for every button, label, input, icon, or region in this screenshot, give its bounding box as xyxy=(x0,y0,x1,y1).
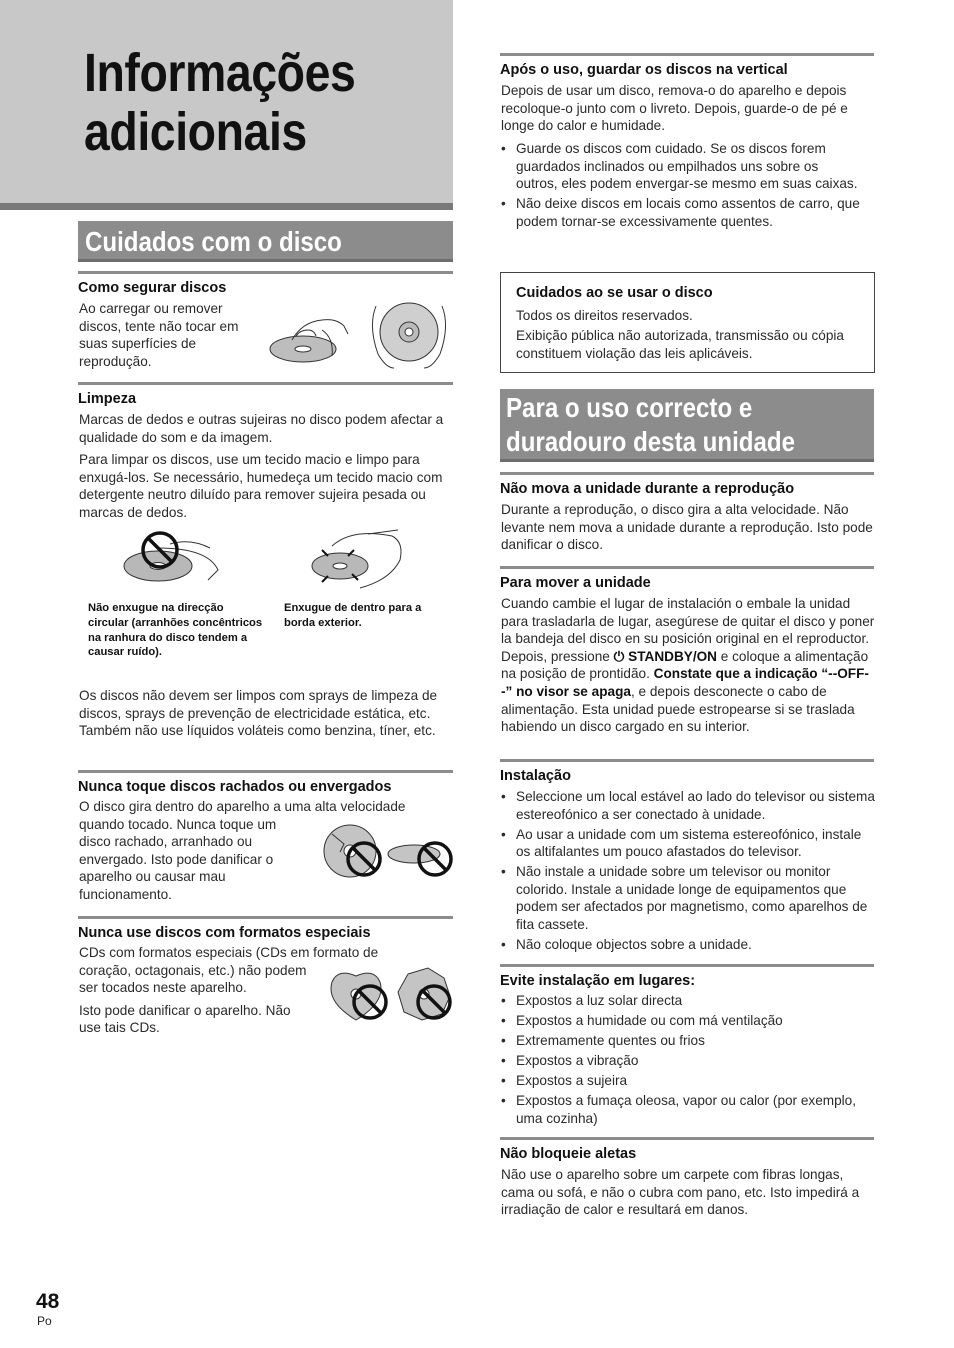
subsection-special-shapes xyxy=(78,916,453,942)
text-line: Isto pode danificar o aparelho. Não xyxy=(79,1002,291,1018)
subsection-heading: Limpeza xyxy=(78,391,137,407)
cracked-disc-illustration xyxy=(322,824,454,882)
list-item: • Não deixe discos em locais como assentos de carro, que podem tornar-se excessivamente quentes. xyxy=(501,195,861,230)
section-header-unit-care xyxy=(500,389,874,462)
moving-text-bold: Constate que a indicação “--OFF--” no visor se apaga xyxy=(501,666,869,699)
subsection-moving xyxy=(500,566,874,592)
holding-text xyxy=(79,300,279,370)
vents-text: Não use o aparelho sobre um carpete com fibras longas, cama ou sofá, e não o cubra com pano, etc. Isto impedirá a irradiação de calor e resultará em danos. xyxy=(501,1167,860,1218)
subsection-heading: Não mova a unidade durante a reprodução xyxy=(500,481,795,497)
notice-heading: Cuidados ao se usar o disco xyxy=(516,285,713,301)
page-title xyxy=(84,44,394,162)
disc-holding-illustration xyxy=(272,300,452,372)
list-item: • Não coloque objectos sobre a unidade. xyxy=(501,936,875,954)
moving-text-part: Cuando cambie el lugar de instalación o embale la unidad para trasladarla de lugar, asegúrese de quitar el disco y poner la bandeja del disco en su posición original en el reproductor. Depois, pressione xyxy=(501,596,875,664)
special-shape-disc-illustration xyxy=(328,966,456,1026)
subsection-heading: Instalação xyxy=(500,768,571,784)
cleaning-paragraph-1: Marcas de dedos e outras sujeiras no disco podem afectar a qualidade do som e da imagem. xyxy=(79,412,444,445)
text-line: coração, octagonais, etc.) não podem xyxy=(79,962,307,978)
section-title: Cuidados com o disco xyxy=(85,226,342,257)
correct-wipe-illustration xyxy=(308,528,418,592)
subsection-heading: Evite instalação em lugares: xyxy=(500,973,696,989)
subsection-holding xyxy=(78,271,453,297)
list-item: • Ao usar a unidade com um sistema estereofónico, instale os altifalantes um pouco afastados do televisor. xyxy=(501,826,875,861)
subsection-heading: Nunca toque discos rachados ou envergados xyxy=(78,779,392,795)
moving-text-part: , e depois desconecte o cabo de alimentação. Esta unidad puede estropearse si se traslada habiendo un disco cargado en su interior. xyxy=(501,683,855,735)
text-line: envergado. Isto pode danificar o xyxy=(79,851,274,867)
caption-wrong-wipe: Não enxugue na direcção circular (arranhões concêntricos na ranhura do disco tendem a causar ruído). xyxy=(88,602,263,659)
storage-bullets xyxy=(501,140,861,233)
list-item: • Expostos a humidade ou com má ventilação xyxy=(501,1012,875,1030)
title-banner-underline xyxy=(0,203,453,210)
subsection-heading: Não bloqueie aletas xyxy=(500,1146,637,1162)
subsection-heading: Após o uso, guardar os discos na vertical xyxy=(500,62,788,78)
text-line: CDs com formatos especiais (CDs em formato de xyxy=(79,945,379,960)
avoid-bullets xyxy=(501,992,875,1130)
standby-button-label: STANDBY/ON xyxy=(628,648,718,664)
list-item: • Seleccione um local estável ao lado do televisor ou sistema estereofónico a ser conectado à unidade. xyxy=(501,788,875,823)
subsection-heading: Nunca use discos com formatos especiais xyxy=(78,925,371,941)
subsection-cracked xyxy=(78,770,453,796)
wrong-wipe-illustration xyxy=(118,528,228,588)
cleaning-paragraph-2: Para limpar os discos, use um tecido macio e limpo para enxugá-los. Se necessário, humedeça um tecido macio com detergente neutro diluído para remover sujeira pesada ou marcas de dedos. xyxy=(79,452,443,520)
storage-paragraph: Depois de usar um disco, remova-o do aparelho e depois recoloque-o junto com o livreto. Depois, guarde-o de pé e longe do calor e humidade. xyxy=(501,83,848,134)
subsection-cleaning xyxy=(78,382,453,408)
subsection-no-move xyxy=(500,472,874,498)
text-line: Ao carregar ou remover xyxy=(79,301,223,316)
moving-text xyxy=(501,595,875,736)
text-line: funcionamento. xyxy=(79,886,172,902)
subsection-heading: Como segurar discos xyxy=(78,280,227,296)
text-line: O disco gira dentro do aparelho a uma alta velocidade xyxy=(79,799,406,814)
subsection-vents xyxy=(500,1137,874,1163)
subsection-installation xyxy=(500,759,874,785)
notice-line-2: Exibição pública não autorizada, transmissão ou cópia constituem violação das leis aplicáveis. xyxy=(516,328,844,361)
page-number: 48 xyxy=(36,1290,60,1313)
list-item: • Extremamente quentes ou frios xyxy=(501,1032,875,1050)
list-item: • Guarde os discos com cuidado. Se os discos forem guardados inclinados ou empilhados uns sobre os outros, eles podem envergar-se mesmo em suas caixas. xyxy=(501,140,861,193)
text-line: reprodução. xyxy=(79,353,152,369)
page-title-line-2: adicionais xyxy=(84,102,307,162)
no-move-text: Durante a reprodução, o disco gira a alta velocidade. Não levante nem mova a unidade durante a reprodução. Isto pode danificar o disco. xyxy=(501,502,873,553)
subsection-avoid xyxy=(500,964,874,990)
section-title-line-1: Para o uso correcto e xyxy=(506,392,753,423)
section-header-disc-care xyxy=(78,221,453,262)
caption-correct-wipe: Enxugue de dentro para a borda exterior. xyxy=(284,602,422,629)
text-line: ser tocados neste aparelho. xyxy=(79,980,247,996)
moving-text-part: e coloque a alimentação na posição de prontidão. xyxy=(501,648,869,682)
list-item: • Expostos a vibração xyxy=(501,1052,875,1070)
text-line: suas superfícies de xyxy=(79,336,197,352)
text-line: use tais CDs. xyxy=(79,1020,160,1036)
installation-bullets xyxy=(501,788,875,956)
list-item: • Expostos a luz solar directa xyxy=(501,992,875,1010)
text-line: disco rachado, arranhado ou xyxy=(79,834,253,850)
list-item: • Expostos a sujeira xyxy=(501,1072,875,1090)
page-title-line-1: Informações xyxy=(84,43,356,103)
subsection-storage xyxy=(500,53,874,79)
text-line: quando tocado. Nunca toque um xyxy=(79,816,277,832)
subsection-heading: Para mover a unidade xyxy=(500,575,651,591)
page-language-code: Po xyxy=(37,1314,52,1328)
list-item: • Não instale a unidade sobre um televisor ou monitor colorido. Instale a unidade longe de equipamentos que podem ser afectados por magnetismo, como aparelhos de fita cassete. xyxy=(501,863,875,933)
text-line: discos, tente não tocar em xyxy=(79,318,239,334)
section-title-line-2: duradouro desta unidade xyxy=(506,426,795,457)
text-line: aparelho ou causar mau xyxy=(79,869,226,885)
notice-line-1: Todos os direitos reservados. xyxy=(516,308,693,323)
list-item: • Expostos a fumaça oleosa, vapor ou calor (por exemplo, uma cozinha) xyxy=(501,1092,875,1127)
cleaning-paragraph-3: Os discos não devem ser limpos com sprays de limpeza de discos, sprays de prevenção de electricidade estática, etc. Também não use líquidos voláteis como benzina, tíner, etc. xyxy=(79,688,438,739)
power-icon: ⏻ xyxy=(613,648,625,664)
